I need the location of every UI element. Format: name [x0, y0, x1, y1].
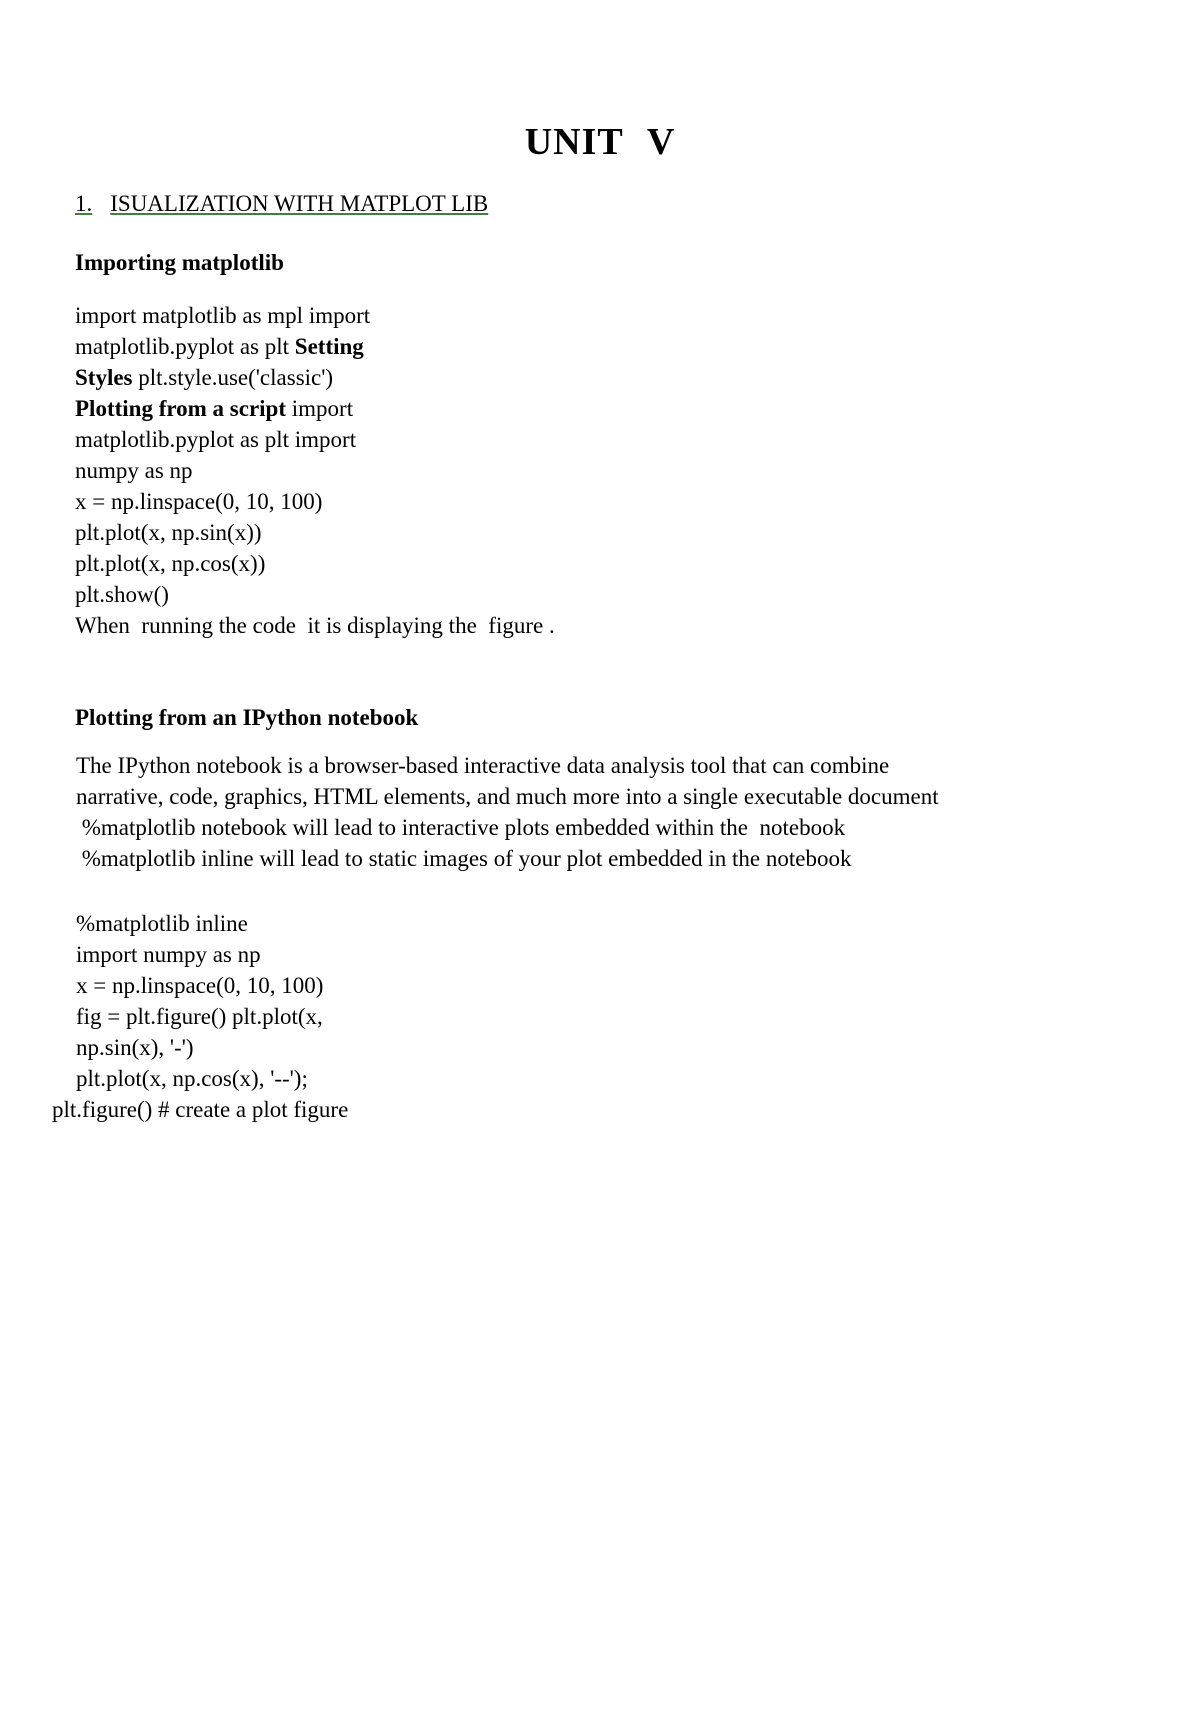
code-line: Styles plt.style.use('classic') — [75, 365, 334, 390]
code-line: plt.figure() # create a plot figure — [52, 1097, 349, 1122]
code-line: plt.show() — [75, 582, 169, 607]
paragraph-line: %matplotlib notebook will lead to interactive plots embedded within the notebook — [76, 815, 846, 840]
section-heading — [75, 191, 488, 217]
code-line: plt.plot(x, np.sin(x)) — [75, 520, 262, 545]
code-line: matplotlib.pyplot as plt Setting — [75, 334, 364, 359]
notebook-heading: Plotting from an IPython notebook — [75, 705, 419, 730]
code-line: matplotlib.pyplot as plt import — [75, 427, 357, 452]
code-line: import numpy as np — [76, 942, 261, 967]
notebook-paragraph — [76, 750, 939, 874]
code-line: x = np.linspace(0, 10, 100) — [75, 489, 323, 514]
code-line: import matplotlib as mpl import — [75, 303, 371, 328]
importing-code-block — [75, 300, 555, 641]
code-line: plt.plot(x, np.cos(x)) — [75, 551, 266, 576]
paragraph-line: narrative, code, graphics, HTML elements, and much more into a single executable document — [76, 784, 939, 809]
importing-heading: Importing matplotlib — [75, 250, 284, 275]
code-line: x = np.linspace(0, 10, 100) — [76, 973, 324, 998]
section-title: ISUALIZATION WITH MATPLOT LIB — [110, 191, 489, 216]
code-line: np.sin(x), '-') — [76, 1035, 194, 1060]
code-line: fig = plt.figure() plt.plot(x, — [76, 1004, 323, 1029]
code-line: plt.plot(x, np.cos(x), '--'); — [76, 1066, 308, 1091]
code-line: numpy as np — [75, 458, 193, 483]
paragraph-line: The IPython notebook is a browser-based interactive data analysis tool that can combine — [76, 753, 890, 778]
paragraph-line: %matplotlib inline will lead to static images of your plot embedded in the notebook — [76, 846, 852, 871]
notebook-last-line — [52, 1094, 348, 1125]
code-line: When running the code it is displaying the figure . — [75, 613, 555, 638]
notebook-code-block — [76, 908, 323, 1094]
page-title: UNIT V — [524, 121, 676, 163]
code-line: Plotting from a script import — [75, 396, 354, 421]
section-number: 1. — [75, 191, 93, 216]
code-line: %matplotlib inline — [76, 911, 248, 936]
